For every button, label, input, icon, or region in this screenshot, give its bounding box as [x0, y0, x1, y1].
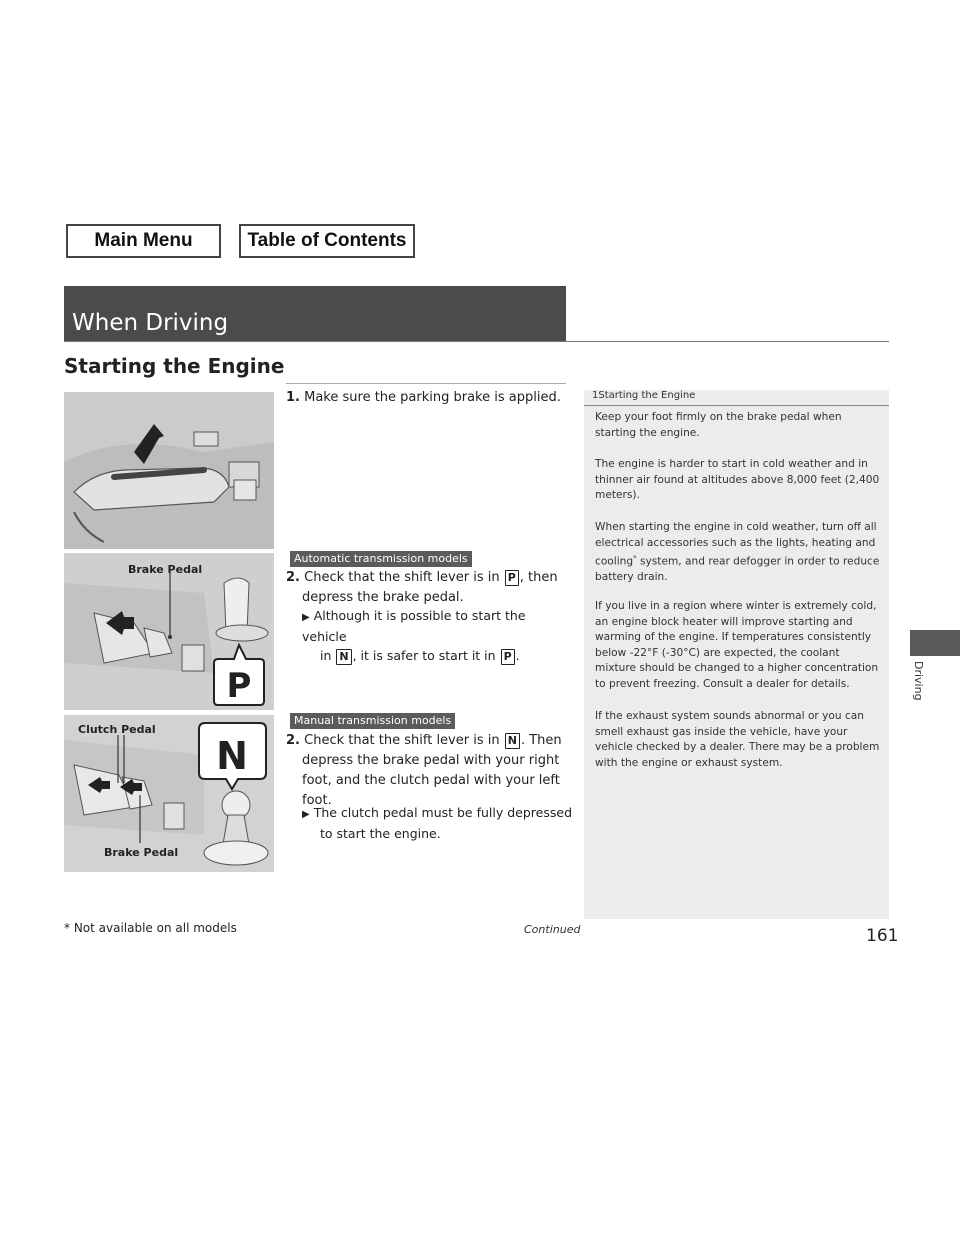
- key-n: N: [505, 733, 520, 749]
- key-n: N: [336, 649, 351, 665]
- sidebar-paragraph: If the exhaust system sounds abnormal or you can smell exhaust gas inside the vehicle, have your vehicle checked by a dealer. There may be a problem with the engine or exhaust system.: [595, 710, 880, 769]
- section-divider: [64, 341, 889, 342]
- sidebar-paragraph: The engine is harder to start in cold weather and in thinner air found at altitudes above 8,000 feet (2,400 meters).: [595, 458, 880, 502]
- parking-brake-illustration: [64, 392, 274, 549]
- sidebar-paragraph: Keep your foot firmly on the brake pedal when starting the engine.: [595, 411, 842, 439]
- heading-divider: [286, 383, 566, 384]
- clutch-brake-manual-illustration: [64, 715, 274, 872]
- brake-pedal-label: Brake Pedal: [128, 563, 203, 576]
- clutch-pedal-label: Clutch Pedal: [78, 723, 156, 736]
- step-2-manual-note: ▶ The clutch pedal must be fully depressed to start the engine.: [302, 805, 573, 841]
- step-2-automatic-note: ▶ Although it is possible to start the vehicle in N , it is safer to start it in P .: [302, 608, 526, 663]
- gear-p-label: P: [226, 666, 252, 706]
- sidebar-paragraph: If you live in a region where winter is extremely cold, an engine block heater will improve starting and warming of the engine. If temperatures consistently below -22°F (-30°C) are expected, the coolant mixture should be changed to a higher concentration to prevent freezing. Consult a dealer for details.: [595, 600, 879, 690]
- sidebar-divider: [584, 405, 889, 406]
- page-heading: Starting the Engine: [64, 354, 285, 378]
- sidebar-paragraph: When starting the engine in cold weather, turn off all electrical accessories such as the lights, heating and cooling* system, and rear defogger in order to reduce battery drain.: [595, 521, 880, 584]
- section-title: When Driving: [72, 310, 229, 336]
- automatic-models-tag: Automatic transmission models: [290, 551, 472, 567]
- footnote: * Not available on all models: [64, 921, 237, 935]
- triangle-bullet-icon: ▶: [302, 612, 310, 623]
- brake-pedal-automatic-illustration: [64, 553, 274, 710]
- chapter-tab-label: Driving: [912, 661, 925, 701]
- main-menu-button[interactable]: Main Menu: [66, 224, 221, 258]
- step-2-automatic: 2. Check that the shift lever is in P , then depress the brake pedal.: [286, 570, 558, 605]
- continued-label: Continued: [524, 923, 581, 936]
- table-of-contents-button[interactable]: Table of Contents: [239, 224, 415, 258]
- triangle-bullet-icon: ▶: [302, 809, 310, 820]
- step-1: 1. Make sure the parking brake is applied.: [286, 390, 561, 405]
- brake-pedal-label-manual: Brake Pedal: [104, 846, 179, 859]
- chapter-tab: [910, 630, 960, 656]
- key-p: P: [501, 649, 515, 665]
- step-2-manual: 2. Check that the shift lever is in N . Then depress the brake pedal with your right foot, and the clutch pedal with your left foot.: [286, 733, 562, 808]
- key-p: P: [505, 570, 519, 586]
- manual-models-tag: Manual transmission models: [290, 713, 455, 729]
- page-number: 161: [866, 926, 899, 946]
- gear-n-label: N: [216, 734, 248, 778]
